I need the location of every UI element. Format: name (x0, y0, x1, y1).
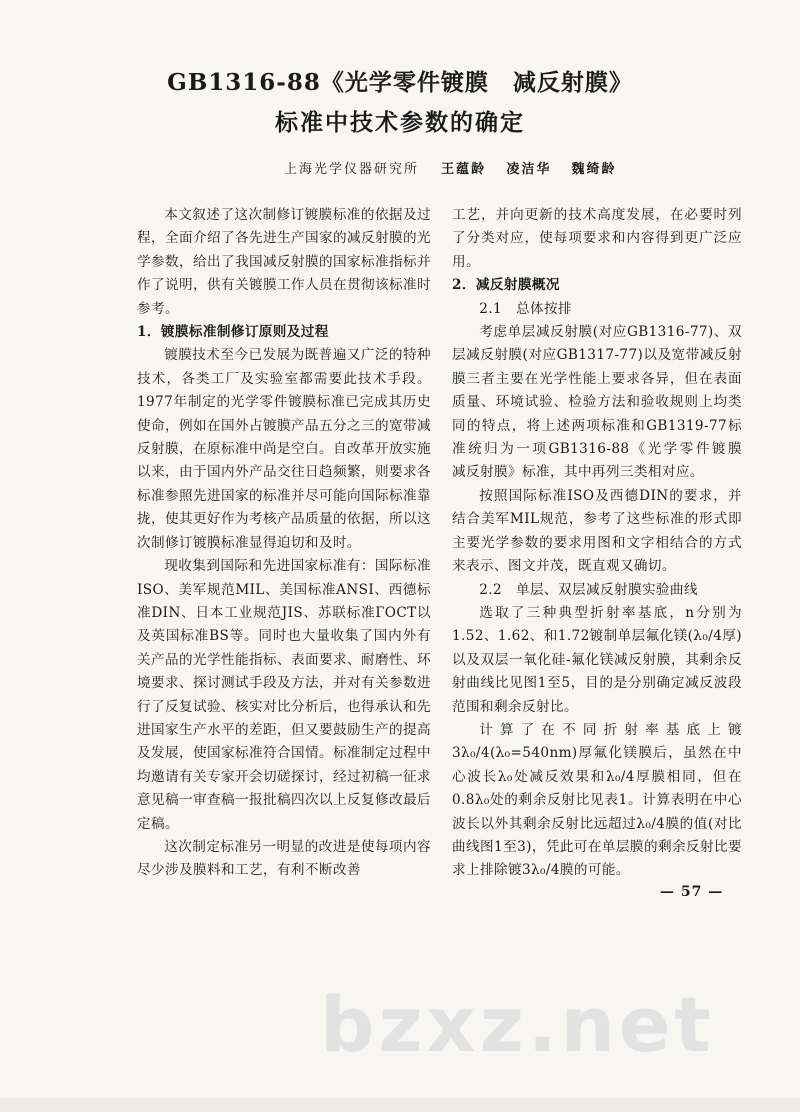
title-line-1: GB1316-88《光学零件镀膜 减反射膜》 (167, 69, 633, 96)
title-line-2: 标准中技术参数的确定 (275, 109, 525, 136)
section-heading-2: 2．减反射膜概况 (452, 277, 560, 294)
page-number: — 57 — (660, 884, 724, 900)
body-paragraph: 现收集到国际和先进国家标准有：国际标准ISO、美军规范MIL、美国标准ANSI、西德标准DIN、日本工业规范JIS、苏联标准ГОСТ以及英国标准BS等。同时也大量收集了国内外有关产品的光学性能指标、表面要求、耐磨性、环境要求、探讨测试手段及方法，并对有关参数进行了反复试验、核实对比分析后，也得承认和先进国家生产水平的差距，但又要鼓励生产的提高及发展，使国家标准符合国情。标准制定过程中均邀请有关专家开会切磋探讨，经过初稿一征求意见稿一审查稿一报批稿四次以上反复修改最后定稿。 (137, 558, 431, 832)
body-paragraph: 镀膜技术至今已发展为既普遍又广泛的特种技术，各类工厂及实验室都需要此技术手段。1977年制定的光学零件镀膜标准已完成其历史使命，例如在国外占镀膜产品五分之三的宽带减反射膜，在原标准中尚是空白。自改革开放实施以来，由于国内外产品交往日趋频繁，则要求各标准参照先进国家的标准并尽可能向国际标准靠拢，使其更好作为考核产品质量的依据，所以这次制修订镀膜标准显得迫切和及时。 (137, 347, 431, 551)
watermark: bzxz.net (320, 980, 715, 1069)
scan-bottom-edge (0, 1098, 800, 1112)
right-column (452, 204, 756, 883)
author-name: 王蕴龄 (441, 162, 487, 177)
body-paragraph: 计算了在不同折射率基底上镀3λ₀/4(λ₀=540nm)厚氟化镁膜后，虽然在中心波长λ₀处减反效果和λ₀/4厚膜相同，但在0.8λ₀处的剩余反射比见表1。计算表明在中心波长以外其剩余反射比远超过λ₀/4膜的值(对比曲线图1至3)，凭此可在单层膜的剩余反射比要求上排除镀3λ₀/4膜的可能。 (452, 721, 742, 879)
author-name: 魏绮龄 (571, 162, 617, 177)
body-paragraph: 选取了三种典型折射率基底，n分别为1.52、1.62、和1.72镀制单层氟化镁(λ₀/4厚)以及双层一氧化硅-氟化镁减反射膜，其剩余反射曲线比见图1至5，目的是分别确定减反波段范围和剩余反射比。 (452, 604, 742, 715)
abstract-paragraph: 本文叙述了这次制修订镀膜标准的依据及过程，全面介绍了各先进生产国家的减反射膜的光学参数，给出了我国减反射膜的国家标准指标并作了说明，供有关镀膜工作人员在贯彻该标准时参考。 (137, 207, 431, 317)
author-name: 凌洁华 (506, 162, 552, 177)
left-column (137, 204, 431, 883)
subsection-heading-2-2: 2.2 单层、双层减反射膜实验曲线 (479, 581, 698, 598)
continued-paragraph: 工艺，并向更新的技术高度发展，在必要时列了分类对应，使每项要求和内容得到更广泛应用。 (452, 207, 742, 270)
subsection-heading-2-1: 2.1 总体按排 (479, 300, 572, 317)
author-line (284, 158, 744, 177)
institution: 上海光学仪器研究所 (284, 162, 420, 177)
body-paragraph: 这次制定标准另一明显的改进是使每项内容尽少涉及膜料和工艺，有利不断改善 (137, 838, 431, 879)
body-paragraph: 考虑单层减反射膜(对应GB1316-77)、双层减反射膜(对应GB1317-77)以及宽带减反射膜三者主要在光学性能上要求各异，但在表面质量、环境试验、检验方法和验收规则上均类同的特点，将上述两项标准和GB1319-77标准统归为一项GB1316-88《光学零件镀膜 减反射膜》标准，其中再列三类相对应。 (452, 324, 756, 481)
section-heading-1: 1．镀膜标准制修订原则及过程 (137, 324, 329, 341)
body-paragraph: 按照国际标准ISO及西德DIN的要求，并结合美军MIL规范，参考了这些标准的形式即主要光学参数的要求用图和文字相结合的方式来表示、图文并茂，既直观又确切。 (452, 487, 742, 575)
